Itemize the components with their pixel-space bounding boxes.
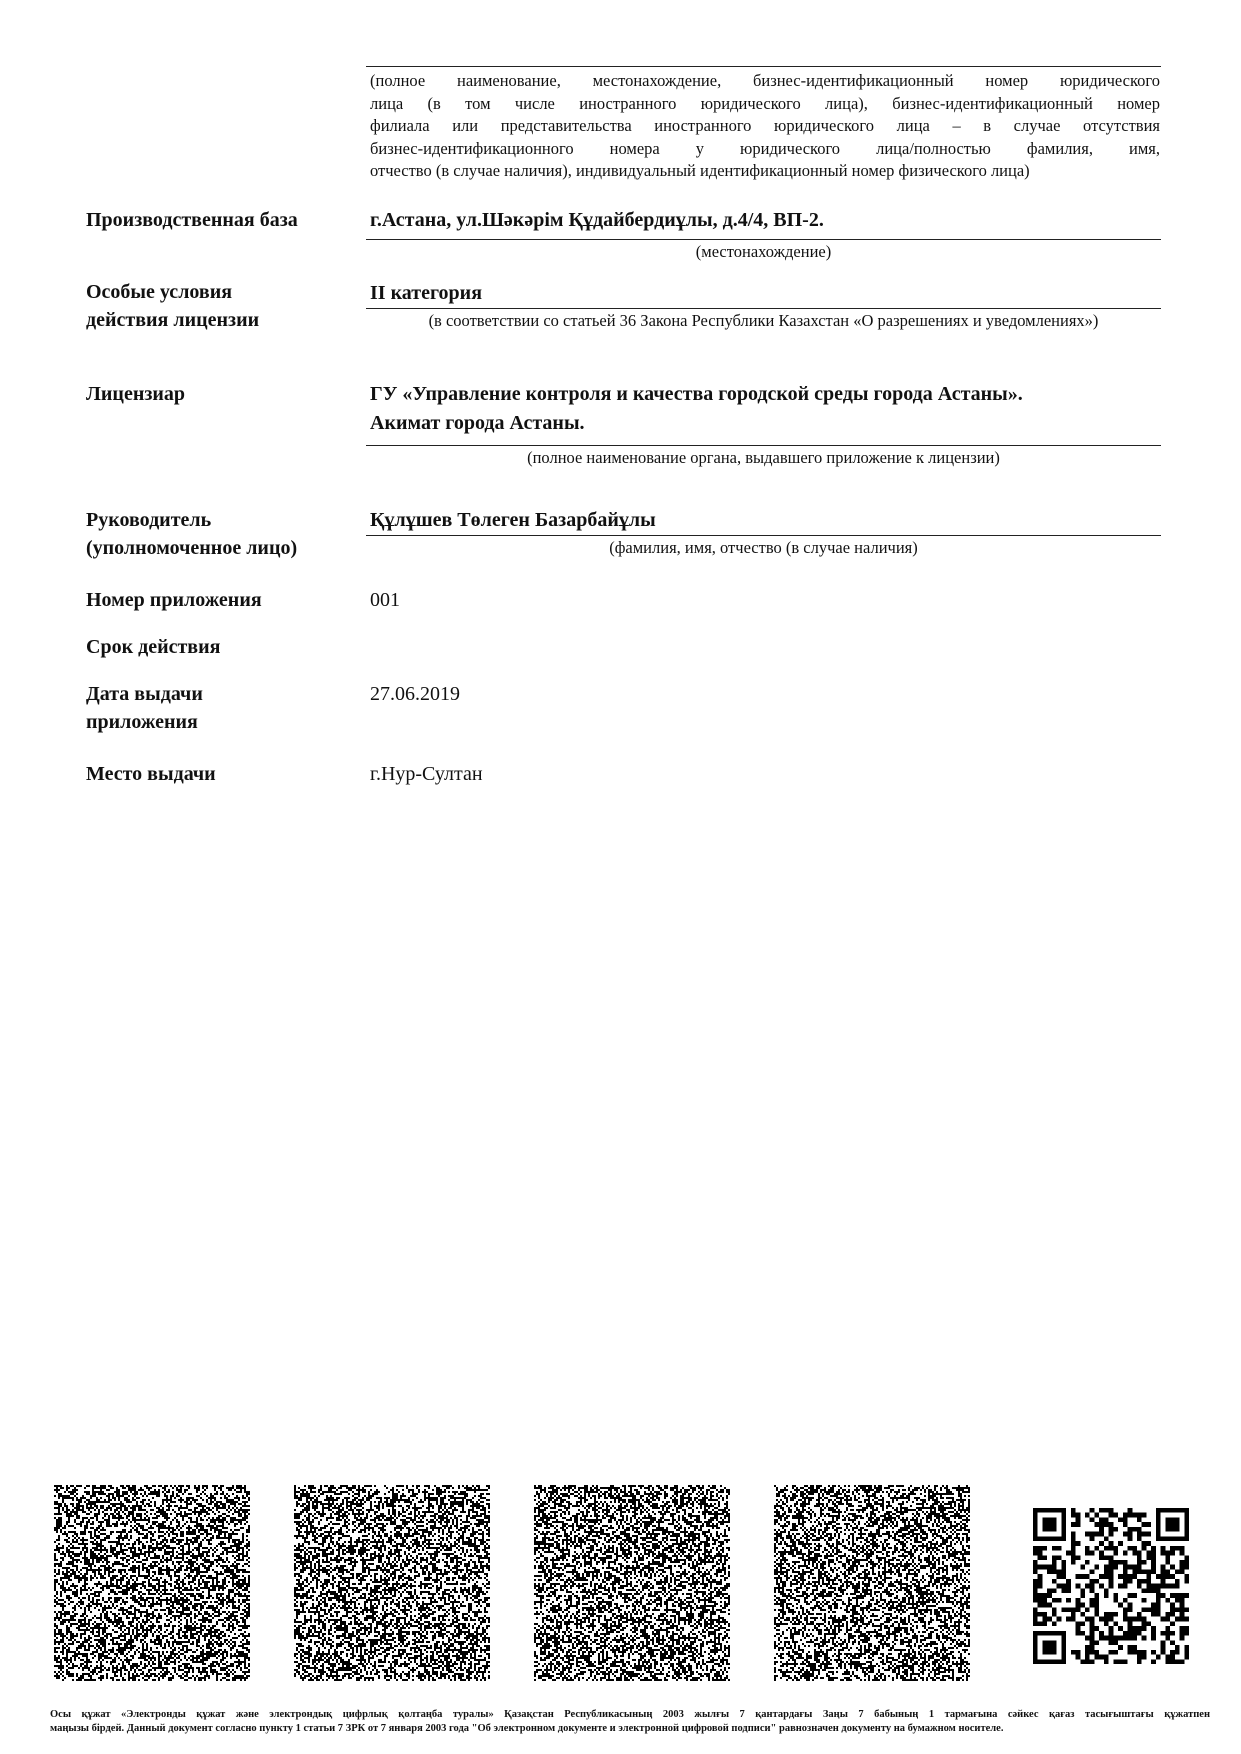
special-conditions-label-2: действия лицензии bbox=[86, 309, 260, 331]
header-note-line: (полное наименование, местонахождение, бизнес-идентификационный номер юридического bbox=[370, 71, 1160, 90]
licensor-value-2: Акимат города Астаны. bbox=[370, 412, 585, 434]
production-base-label: Производственная база bbox=[86, 209, 298, 231]
appendix-number-label: Номер приложения bbox=[86, 589, 262, 611]
appendix-number-value: 001 bbox=[370, 589, 400, 611]
validity-label: Срок действия bbox=[86, 636, 221, 658]
barcode-image bbox=[54, 1485, 250, 1681]
barcode-image bbox=[294, 1485, 490, 1681]
footer-legal-text bbox=[50, 1708, 1210, 1736]
head-rule bbox=[366, 535, 1161, 536]
issue-place-label: Место выдачи bbox=[86, 763, 216, 785]
footer-line-1: Осы құжат «Электронды құжат және электрондық цифрлық қолтаңба туралы» Қазақстан Республикасының 2003 жылғы 7 қантардағы Заңы 7 бабының 1 тармағына сәйкес қағаз тасығыштағы құжатпен bbox=[50, 1709, 1210, 1720]
barcode-image bbox=[534, 1485, 730, 1681]
issue-date-label-1: Дата выдачи bbox=[86, 683, 203, 705]
header-note-line: лица (в том числе иностранного юридического лица), бизнес-идентификационный номер bbox=[370, 93, 1160, 113]
production-base-value: г.Астана, ул.Шәкәрім Құдайбердиұлы, д.4/4, ВП-2. bbox=[370, 209, 824, 231]
header-note bbox=[370, 70, 1160, 183]
header-note-line: филиала или представительства иностранного юридического лица – в случае отсутствия bbox=[370, 116, 1160, 135]
issue-date-label-2: приложения bbox=[86, 711, 198, 733]
special-conditions-value: II категория bbox=[370, 282, 483, 304]
production-base-rule bbox=[366, 239, 1161, 240]
header-note-line: отчество (в случае наличия), индивидуальный идентификационный номер физического лица) bbox=[370, 161, 1030, 180]
licensor-label: Лицензиар bbox=[86, 383, 186, 405]
top-rule bbox=[366, 66, 1161, 67]
barcode-image bbox=[774, 1485, 970, 1681]
head-value: Құлұшев Төлеген Базарбайұлы bbox=[370, 509, 656, 531]
footer-line-2: маңызы бірдей. Данный документ согласно пункту 1 статьи 7 ЗРК от 7 января 2003 года "Об электронном документе и электронной цифровой подписи" равнозначен документу на бумажном носителе. bbox=[50, 1723, 1004, 1734]
licensor-rule bbox=[366, 445, 1161, 446]
special-conditions-rule bbox=[366, 308, 1161, 309]
head-label-2: (уполномоченное лицо) bbox=[86, 537, 298, 559]
licensor-value-1: ГУ «Управление контроля и качества городской среды города Астаны». bbox=[370, 383, 1023, 405]
licensor-caption: (полное наименование органа, выдавшего приложение к лицензии) bbox=[527, 448, 1000, 467]
head-label-1: Руководитель bbox=[86, 509, 212, 531]
header-note-line: бизнес-идентификационного номера у юридического лица/полностью фамилия, имя, bbox=[370, 138, 1160, 158]
special-conditions-label-1: Особые условия bbox=[86, 281, 233, 303]
production-base-caption: (местонахождение) bbox=[695, 242, 832, 261]
head-caption: (фамилия, имя, отчество (в случае наличия) bbox=[609, 538, 918, 557]
issue-date-value: 27.06.2019 bbox=[370, 683, 460, 705]
special-conditions-caption: (в соответствии со статьей 36 Закона Республики Казахстан «О разрешениях и уведомлениях») bbox=[428, 311, 1099, 330]
issue-place-value: г.Нур-Султан bbox=[370, 763, 483, 785]
qr-code-image bbox=[1033, 1508, 1189, 1664]
